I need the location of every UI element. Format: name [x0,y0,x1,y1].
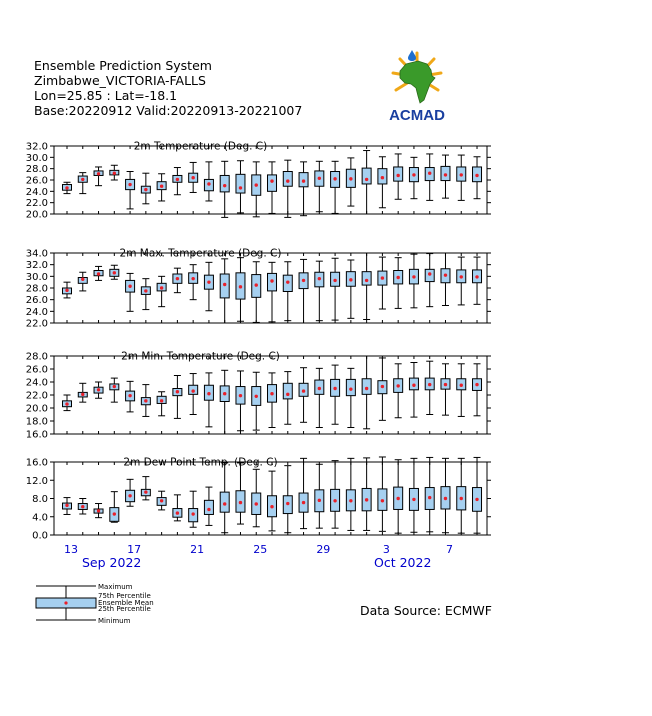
mean-dot [128,285,131,288]
y-tick-label: 24.0 [25,306,48,318]
mean-dot [255,183,258,186]
y-tick-label: 26.0 [25,364,48,376]
mean-dot [144,188,147,191]
legend-maximum-label: Maximum [98,583,133,591]
mean-dot [176,178,179,181]
mean-dot [286,280,289,283]
mean-dot [144,490,147,493]
legend [34,580,234,630]
mean-dot [65,504,68,507]
mean-dot [349,499,352,502]
system-title: Ensemble Prediction System [34,58,212,73]
mean-dot [207,182,210,185]
mean-dot [444,273,447,276]
x-tick-label: 3 [382,543,390,556]
box-iqr [268,175,277,191]
x-tick-label: 13 [64,543,78,556]
mean-dot [428,383,431,386]
mean-dot [286,179,289,182]
mean-dot [302,501,305,504]
mean-dot [302,279,305,282]
x-tick-label: 25 [253,543,268,556]
mean-dot [365,498,368,501]
mean-dot [81,505,84,508]
mean-dot [128,394,131,397]
mean-dot [97,388,100,391]
mean-dot [302,389,305,392]
box-iqr [236,174,245,193]
mean-dot [207,392,210,395]
mean-dot [255,395,258,398]
y-tick-label: 24.0 [25,186,48,198]
mean-dot [65,186,68,189]
mean-dot [128,183,131,186]
mean-dot [396,276,399,279]
mean-dot [176,277,179,280]
mean-dot [349,278,352,281]
y-tick-label: 22.0 [25,198,48,210]
legend-p75-label: 75th Percentile [98,592,151,600]
mean-dot [396,497,399,500]
mean-dot [144,289,147,292]
y-tick-label: 4.0 [32,512,48,524]
box-iqr [362,379,371,395]
month-label-sep: Sep 2022 [82,555,142,570]
y-tick-label: 26.0 [25,175,48,187]
mean-dot [365,279,368,282]
mean-dot [270,279,273,282]
mean-dot [396,174,399,177]
data-source: Data Source: ECMWF [360,603,492,618]
mean-dot [207,280,210,283]
box-iqr [204,500,213,514]
mean-dot [191,176,194,179]
mean-dot [333,177,336,180]
mean-dot [65,289,68,292]
logo-text: ACMAD [389,107,445,124]
mean-dot [270,179,273,182]
box-iqr [283,172,292,187]
mean-dot [365,387,368,390]
mean-dot [113,271,116,274]
station-coordinates: Lon=25.85 : Lat=-18.1 [34,88,178,103]
y-tick-label: 24.0 [25,377,48,389]
mean-dot [444,173,447,176]
mean-dot [176,390,179,393]
mean-dot [460,275,463,278]
mean-dot [444,383,447,386]
mean-dot [444,497,447,500]
mean-dot [475,498,478,501]
mean-dot [81,278,84,281]
station-name: Zimbabwe_VICTORIA-FALLS [34,73,206,88]
mean-dot [239,186,242,189]
mean-dot [318,387,321,390]
y-tick-label: 0.0 [32,530,48,542]
base-valid-dates: Base:20220912 Valid:20220913-20221007 [34,103,303,118]
y-tick-label: 32.0 [25,260,48,272]
mean-dot [460,173,463,176]
mean-dot [223,184,226,187]
mean-dot [349,387,352,390]
mean-dot [428,172,431,175]
mean-dot [255,502,258,505]
mean-dot [270,505,273,508]
mean-dot [81,178,84,181]
mean-dot [113,385,116,388]
mean-dot [239,285,242,288]
x-tick-label: 29 [316,543,331,556]
y-tick-label: 28.0 [25,164,48,176]
mean-dot [333,279,336,282]
mean-dot [286,502,289,505]
legend-p25-label: 25th Percentile [98,605,151,613]
legend-minimum-label: Minimum [98,617,131,625]
mean-dot [97,172,100,175]
mean-dot [160,499,163,502]
mean-dot [255,283,258,286]
y-tick-label: 16.0 [25,429,48,441]
panel-title: 2m Temperature (Deg. C) [133,140,268,153]
mean-dot [302,179,305,182]
y-tick-label: 32.0 [25,141,48,153]
mean-dot [207,508,210,511]
panel-title: 2m Dew Point Temp. (Deg. C) [123,456,278,469]
mean-dot [223,392,226,395]
y-tick-label: 22.0 [25,390,48,402]
mean-dot [160,185,163,188]
legend-mean-dot [64,601,67,604]
mean-dot [475,275,478,278]
mean-dot [412,173,415,176]
y-tick-label: 26.0 [25,295,48,307]
mean-dot [396,384,399,387]
mean-dot [160,286,163,289]
mean-dot [65,402,68,405]
y-tick-label: 20.0 [25,403,48,415]
mean-dot [113,172,116,175]
mean-dot [160,399,163,402]
mean-dot [381,499,384,502]
y-tick-label: 28.0 [25,283,48,295]
box-iqr [283,383,292,399]
mean-dot [191,512,194,515]
mean-dot [318,177,321,180]
x-tick-label: 21 [190,543,205,556]
y-tick-label: 30.0 [25,152,48,164]
mean-dot [144,399,147,402]
mean-dot [475,383,478,386]
y-tick-label: 18.0 [25,416,48,428]
mean-dot [460,384,463,387]
box-iqr [220,492,229,512]
mean-dot [191,277,194,280]
y-tick-label: 8.0 [32,494,48,505]
mean-dot [97,509,100,512]
mean-dot [428,272,431,275]
mean-dot [239,394,242,397]
mean-dot [318,277,321,280]
y-tick-label: 22.0 [25,318,48,330]
y-tick-label: 28.0 [25,351,48,363]
mean-dot [191,389,194,392]
mean-dot [318,499,321,502]
mean-dot [333,387,336,390]
mean-dot [365,178,368,181]
mean-dot [223,283,226,286]
mean-dot [333,499,336,502]
mean-dot [286,393,289,396]
mean-dot [381,276,384,279]
mean-dot [428,496,431,499]
mean-dot [381,176,384,179]
box-iqr [362,272,371,285]
mean-dot [412,275,415,278]
mean-dot [475,174,478,177]
y-tick-label: 30.0 [25,271,48,283]
mean-dot [381,385,384,388]
box-iqr [362,168,371,184]
y-tick-label: 34.0 [25,248,48,260]
y-tick-label: 12.0 [25,475,48,487]
panel-title: 2m Min. Temperature (Deg. C) [121,350,280,363]
y-tick-label: 20.0 [25,209,48,221]
mean-dot [460,497,463,500]
legend-mean-label: Ensemble Mean [98,599,154,607]
mean-dot [349,177,352,180]
x-tick-label: 7 [445,543,453,556]
mean-dot [270,392,273,395]
mean-dot [81,393,84,396]
mean-dot [223,502,226,505]
mean-dot [412,498,415,501]
panel-title: 2m Max. Temperature (Deg. C) [119,247,282,260]
mean-dot [113,512,116,515]
y-tick-label: 16.0 [25,457,48,469]
mean-dot [97,272,100,275]
mean-dot [128,494,131,497]
mean-dot [239,501,242,504]
mean-dot [176,511,179,514]
mean-dot [412,384,415,387]
box-iqr [220,175,229,191]
month-label-oct: Oct 2022 [374,555,432,570]
x-tick-label: 17 [127,543,142,556]
